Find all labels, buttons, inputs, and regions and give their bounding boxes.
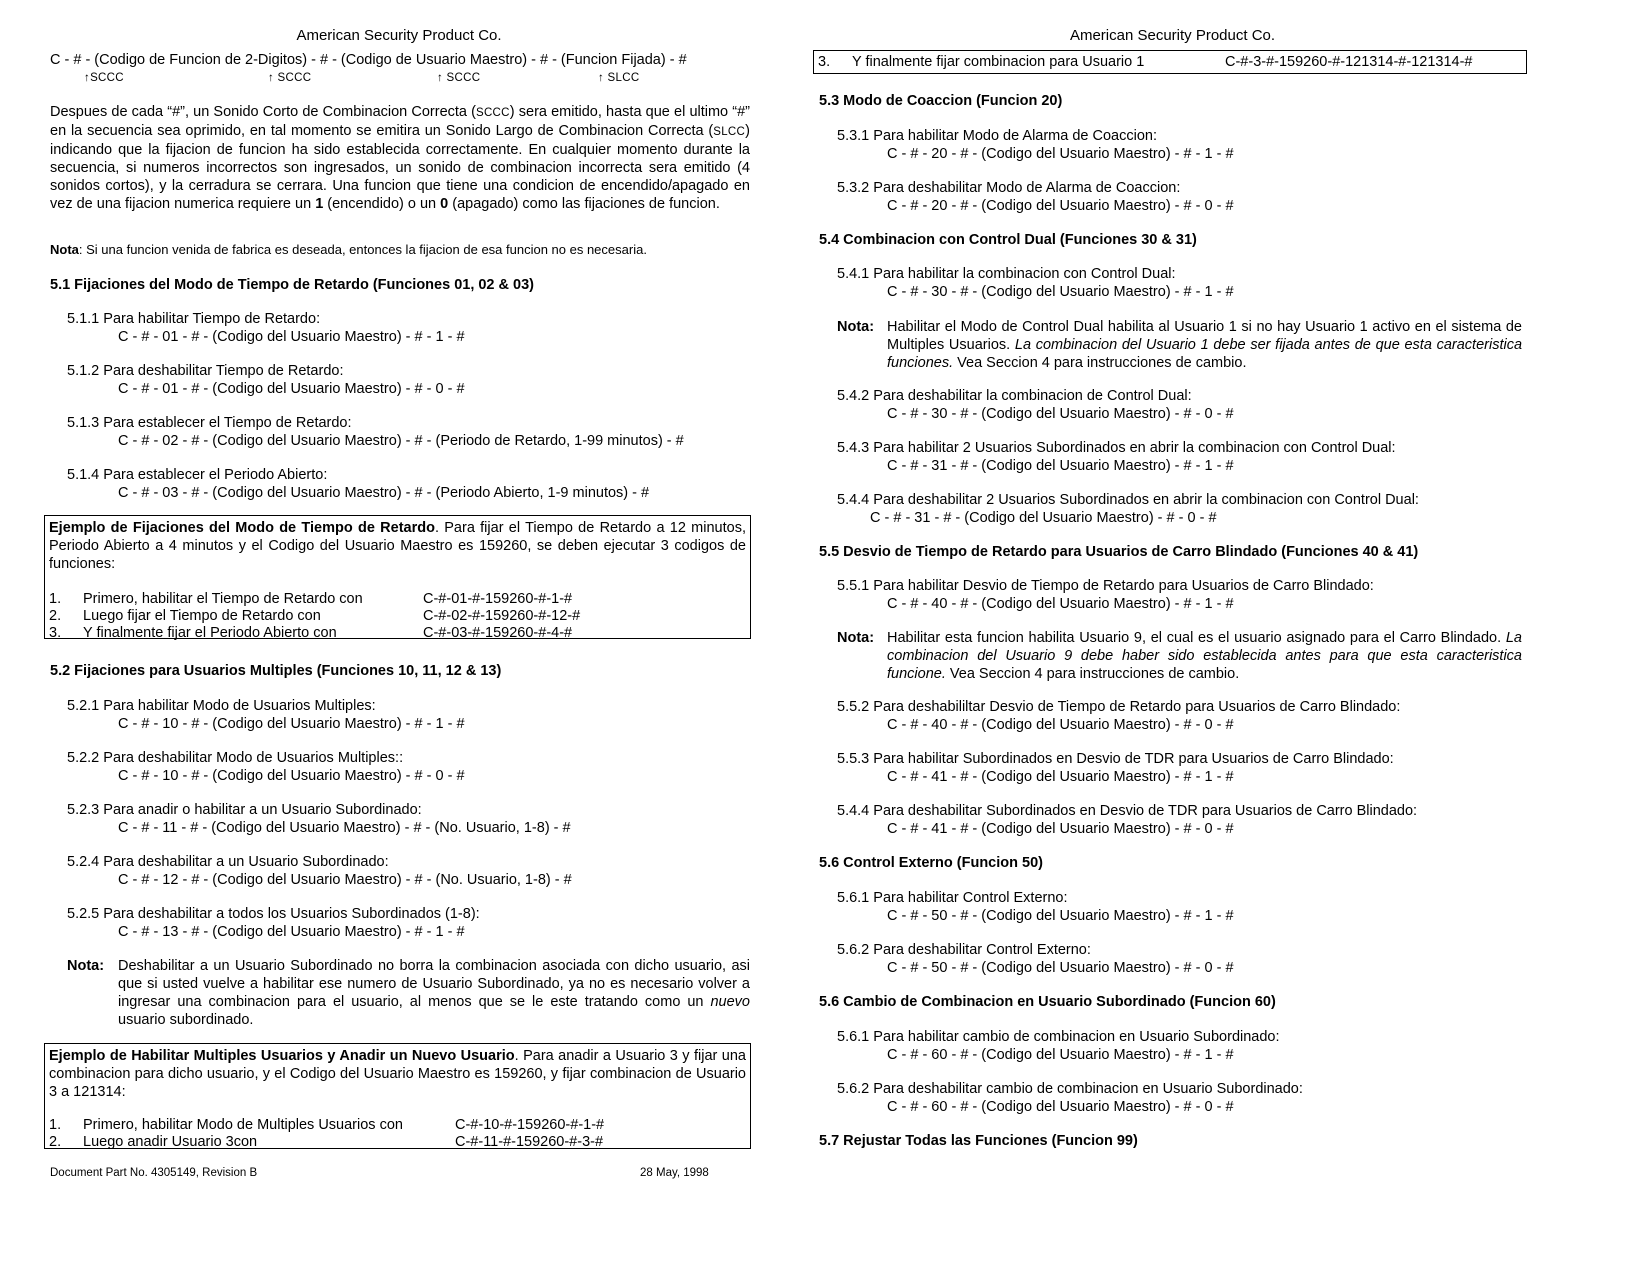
up-arrow-icon: ↑ [437, 72, 447, 84]
code-5-2-4: C - # - 12 - # - (Codigo del Usuario Maestro) - # - (No. Usuario, 1-8) - # [118, 872, 572, 888]
footer-date: 28 May, 1998 [640, 1167, 709, 1179]
step-5-5-4: 5.4.4 Para deshabilitar Subordinados en Desvio de TDR para Usuarios de Carro Blindado: [837, 803, 1418, 819]
example-row-text: Y finalmente fijar el Periodo Abierto con [83, 625, 337, 641]
example-row-code: C-#-02-#-159260-#-12-# [423, 608, 581, 624]
note-subordinate: Deshabilitar a un Usuario Subordinado no borra la combinacion asociada con dicho usuario, asi que si usted vuelve a habilitar ese numero de Usuario Subordinado, ya no es necesario volver a ingresar una combinacion para el usuario, al menos que se le este tratando como un nuevo usuario subordinado. [118, 958, 750, 1028]
code-5-1-3: C - # - 02 - # - (Codigo del Usuario Maestro) - # - (Periodo de Retardo, 1-99 minutos) - # [118, 433, 684, 449]
footer-document-part: Document Part No. 4305149, Revision B [50, 1167, 258, 1179]
step-5-5-1: 5.5.1 Para habilitar Desvio de Tiempo de Retardo para Usuarios de Carro Blindado: [837, 578, 1374, 594]
step-5-1-3: 5.1.3 Para establecer el Tiempo de Retardo: [67, 415, 352, 431]
example-row-code: C-#-10-#-159260-#-1-# [455, 1117, 605, 1133]
sccc-marker: ↑SCCC [84, 72, 124, 84]
example-row: 1. [49, 1117, 62, 1133]
note-dual-control: Habilitar el Modo de Control Dual habilita al Usuario 1 si no hay Usuario 1 activo en el sistema de Multiples Usuarios. La combinacion del Usuario 1 debe ser fijada antes de que esta caracteristica funciones. Vea Seccion 4 para instrucciones de cambio. [887, 319, 1523, 371]
example-row-text: Luego fijar el Tiempo de Retardo con [83, 608, 321, 624]
code-5-3-1: C - # - 20 - # - (Codigo del Usuario Maestro) - # - 1 - # [887, 146, 1234, 162]
factory-note: Nota: Si una funcion venida de fabrica es deseada, entonces la fijacion de esa funcion no es necesaria. [50, 242, 647, 257]
code-5-2-5: C - # - 13 - # - (Codigo del Usuario Maestro) - # - 1 - # [118, 924, 465, 940]
code-5-4-1: C - # - 30 - # - (Codigo del Usuario Maestro) - # - 1 - # [887, 284, 1234, 300]
section-5-2-heading: 5.2 Fijaciones para Usuarios Multiples (Funciones 10, 11, 12 & 13) [50, 663, 502, 679]
example-row-text: Luego anadir Usuario 3con [83, 1134, 258, 1150]
page-header-right: American Security Product Co. [1069, 27, 1276, 44]
code-5-5-4: C - # - 41 - # - (Codigo del Usuario Maestro) - # - 0 - # [887, 821, 1234, 837]
example-row: 1. [49, 591, 62, 607]
code-5-4-2: C - # - 30 - # - (Codigo del Usuario Maestro) - # - 0 - # [887, 406, 1234, 422]
step-5-2-1: 5.2.1 Para habilitar Modo de Usuarios Multiples: [67, 698, 376, 714]
example-box-delay-text: Ejemplo de Fijaciones del Modo de Tiempo de Retardo. Para fijar el Tiempo de Retardo a 12 minutos, Periodo Abierto a 4 minutos y el Codigo del Usuario Maestro es 159260, se deben ejecutar 3 codigos de funciones: [49, 520, 746, 572]
step-5-2-3: 5.2.3 Para anadir o habilitar a un Usuario Subordinado: [67, 802, 422, 818]
example-row: 3. [49, 625, 62, 641]
sccc-marker: ↑ SCCC [268, 72, 312, 84]
example-row: 2. [49, 608, 62, 624]
example-row-text: Primero, habilitar Modo de Multiples Usuarios con [83, 1117, 403, 1133]
code-5-5-2: C - # - 40 - # - (Codigo del Usuario Maestro) - # - 0 - # [887, 717, 1234, 733]
example-box-continued [813, 50, 1527, 74]
note-armored-car: Habilitar esta funcion habilita Usuario 9, el cual es el usuario asignado para el Carro Blindado. La combinacion del Usuario 9 debe haber sido establecida antes para que esta caracteristica funcione. Vea Seccion 4 para instrucciones de cambio. [887, 630, 1522, 682]
code-5-5-1: C - # - 40 - # - (Codigo del Usuario Maestro) - # - 1 - # [887, 596, 1234, 612]
step-5-4-2: 5.4.2 Para deshabilitar la combinacion de Control Dual: [837, 388, 1192, 404]
code-5-1-1: C - # - 01 - # - (Codigo del Usuario Maestro) - # - 1 - # [118, 329, 465, 345]
up-arrow-icon: ↑ [84, 72, 91, 84]
code-5-1-2: C - # - 01 - # - (Codigo del Usuario Maestro) - # - 0 - # [118, 381, 465, 397]
example-row-text: Y finalmente fijar combinacion para Usuario 1 [852, 54, 1145, 70]
note-label: Nota: [67, 958, 105, 974]
code-5-6-1-combo: C - # - 60 - # - (Codigo del Usuario Maestro) - # - 1 - # [887, 1047, 1234, 1063]
page-header-left: American Security Product Co. [296, 27, 502, 44]
section-5-1-heading: 5.1 Fijaciones del Modo de Tiempo de Retardo (Funciones 01, 02 & 03) [50, 277, 534, 293]
example-row-code: C-#-01-#-159260-#-1-# [423, 591, 573, 607]
step-5-2-4: 5.2.4 Para deshabilitar a un Usuario Subordinado: [67, 854, 389, 870]
example-row: 3. [818, 54, 831, 70]
section-5-5-heading: 5.5 Desvio de Tiempo de Retardo para Usuarios de Carro Blindado (Funciones 40 & 41) [819, 544, 1419, 560]
example-box-delay [44, 515, 751, 639]
sccc-marker: ↑ SCCC [437, 72, 481, 84]
step-5-6-1-combo: 5.6.1 Para habilitar cambio de combinacion en Usuario Subordinado: [837, 1029, 1280, 1045]
section-5-6-heading: 5.6 Control Externo (Funcion 50) [819, 855, 1043, 871]
code-5-2-1: C - # - 10 - # - (Codigo del Usuario Maestro) - # - 1 - # [118, 716, 465, 732]
step-5-2-2: 5.2.2 Para deshabilitar Modo de Usuarios Multiples:: [67, 750, 404, 766]
step-5-4-1: 5.4.1 Para habilitar la combinacion con Control Dual: [837, 266, 1176, 282]
section-5-6-combo-heading: 5.6 Cambio de Combinacion en Usuario Subordinado (Funcion 60) [819, 994, 1276, 1010]
code-5-6-1: C - # - 50 - # - (Codigo del Usuario Maestro) - # - 1 - # [887, 908, 1234, 924]
example-box-multiuser [44, 1043, 751, 1149]
example-row-code: C-#-3-#-159260-#-121314-#-121314-# [1225, 54, 1473, 70]
step-5-6-1: 5.6.1 Para habilitar Control Externo: [837, 890, 1068, 906]
step-5-6-2-combo: 5.6.2 Para deshabilitar cambio de combinacion en Usuario Subordinado: [837, 1081, 1303, 1097]
code-5-3-2: C - # - 20 - # - (Codigo del Usuario Maestro) - # - 0 - # [887, 198, 1234, 214]
step-5-3-2: 5.3.2 Para deshabilitar Modo de Alarma de Coaccion: [837, 180, 1181, 196]
step-5-4-3: 5.4.3 Para habilitar 2 Usuarios Subordinados en abrir la combinacion con Control Dual: [837, 440, 1396, 456]
step-5-1-4: 5.1.4 Para establecer el Periodo Abierto: [67, 467, 328, 483]
step-5-1-1: 5.1.1 Para habilitar Tiempo de Retardo: [67, 311, 321, 327]
section-5-3-heading: 5.3 Modo de Coaccion (Funcion 20) [819, 93, 1063, 109]
intro-paragraph: Despues de cada “#”, un Sonido Corto de Combinacion Correcta (SCCC) sera emitido, hasta que el ultimo “#” en la secuencia sea oprimido, en tal momento se emitira un Sonido Largo de Combinacion Correcta (SLCC) indicando que la fijacion de funcion ha sido establecida correctamente. En cualquier momento durante la secuencia, si numeros incorrectos son ingresados, un sonido de combinacion incorrecta sera emitido (4 sonidos cortos), y la cerradura se cerrara. Una funcion que tiene una condicion de encendido/apagado en vez de una fijacion numerica requiere un 1 (encendido) o un 0 (apagado) como las fijaciones de funcion. [50, 104, 750, 212]
step-5-3-1: 5.3.1 Para habilitar Modo de Alarma de Coaccion: [837, 128, 1157, 144]
code-5-2-3: C - # - 11 - # - (Codigo del Usuario Maestro) - # - (No. Usuario, 1-8) - # [118, 820, 571, 836]
step-5-1-2: 5.1.2 Para deshabilitar Tiempo de Retardo: [67, 363, 344, 379]
function-sequence: C - # - (Codigo de Funcion de 2-Digitos) - # - (Codigo de Usuario Maestro) - # - (Funcion Fijada) - # [50, 52, 687, 68]
step-5-4-4: 5.4.4 Para deshabilitar 2 Usuarios Subordinados en abrir la combinacion con Control Dual: [837, 492, 1419, 508]
section-5-4-heading: 5.4 Combinacion con Control Dual (Funciones 30 & 31) [819, 232, 1197, 248]
example-row: 2. [49, 1134, 62, 1150]
note-label: Nota: [837, 630, 875, 646]
step-5-5-2: 5.5.2 Para deshabililtar Desvio de Tiempo de Retardo para Usuarios de Carro Blindado: [837, 699, 1401, 715]
step-5-6-2: 5.6.2 Para deshabilitar Control Externo: [837, 942, 1091, 958]
up-arrow-icon: ↑ [598, 72, 608, 84]
example-row-code: C-#-03-#-159260-#-4-# [423, 625, 573, 641]
up-arrow-icon: ↑ [268, 72, 278, 84]
code-5-1-4: C - # - 03 - # - (Codigo del Usuario Maestro) - # - (Periodo Abierto, 1-9 minutos) - # [118, 485, 650, 501]
example-row-text: Primero, habilitar el Tiempo de Retardo con [83, 591, 363, 607]
example-row-code: C-#-11-#-159260-#-3-# [455, 1134, 604, 1150]
step-5-5-3: 5.5.3 Para habilitar Subordinados en Desvio de TDR para Usuarios de Carro Blindado: [837, 751, 1394, 767]
slcc-marker: ↑ SLCC [598, 72, 640, 84]
code-5-4-4: C - # - 31 - # - (Codigo del Usuario Maestro) - # - 0 - # [870, 510, 1217, 526]
code-5-5-3: C - # - 41 - # - (Codigo del Usuario Maestro) - # - 1 - # [887, 769, 1234, 785]
example-box-multiuser-text: Ejemplo de Habilitar Multiples Usuarios y Anadir un Nuevo Usuario. Para anadir a Usuario 3 y fijar una combinacion para dicho usuario, y el Codigo del Usuario Maestro es 159260, y fijar combinacion de Usuario 3 a 121314: [49, 1048, 746, 1100]
code-5-4-3: C - # - 31 - # - (Codigo del Usuario Maestro) - # - 1 - # [887, 458, 1234, 474]
section-5-7-heading: 5.7 Rejustar Todas las Funciones (Funcion 99) [819, 1133, 1138, 1149]
step-5-2-5: 5.2.5 Para deshabilitar a todos los Usuarios Subordinados (1-8): [67, 906, 480, 922]
note-label: Nota: [837, 319, 875, 335]
code-5-6-2-combo: C - # - 60 - # - (Codigo del Usuario Maestro) - # - 0 - # [887, 1099, 1234, 1115]
code-5-2-2: C - # - 10 - # - (Codigo del Usuario Maestro) - # - 0 - # [118, 768, 465, 784]
code-5-6-2: C - # - 50 - # - (Codigo del Usuario Maestro) - # - 0 - # [887, 960, 1234, 976]
